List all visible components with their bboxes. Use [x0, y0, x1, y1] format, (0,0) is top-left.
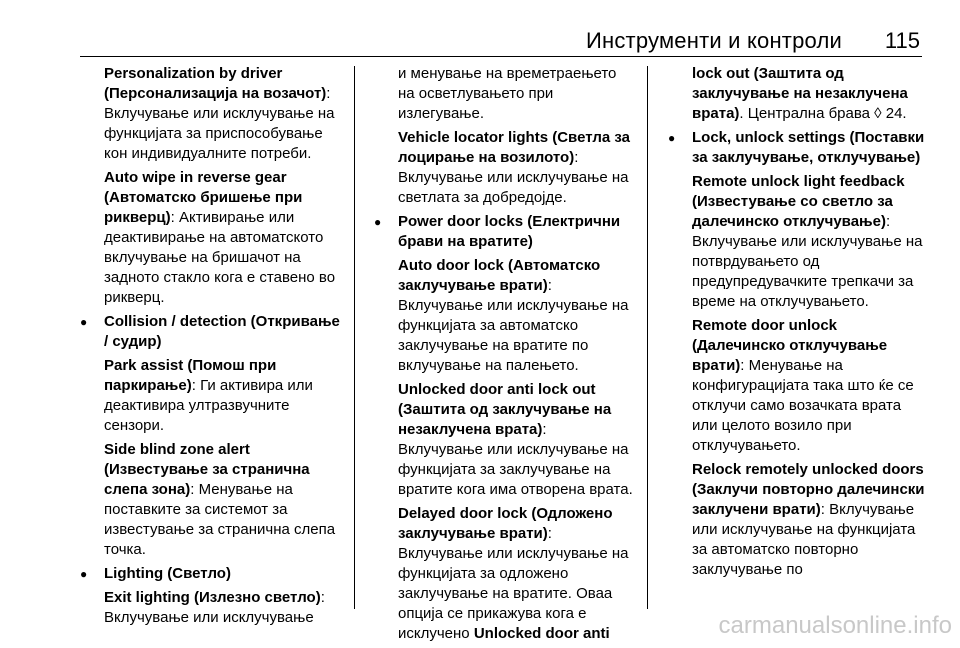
- description: : Вклучување или исклучување на потврдувањето од предупредувачките трепкачи за време на отклучувањето.: [692, 213, 923, 310]
- term: Relock remotely unlocked doors (Заклучи повторно далечински заклучени врати): [692, 461, 925, 518]
- term: Exit lighting (Излезно светло): [104, 589, 321, 606]
- page-title: Инструменти и контроли: [585, 28, 842, 53]
- paragraph: [692, 460, 928, 580]
- column-divider-2: [647, 66, 648, 609]
- term: Lock, unlock settings (Поставки за заклучување, отклучување): [692, 129, 925, 166]
- term: Side blind zone alert (Известување за странична слепа зона): [104, 441, 310, 498]
- term-continued: Unlocked door anti: [473, 625, 610, 642]
- term: Delayed door lock (Одложено заклучување врати): [398, 505, 613, 542]
- term: lock out (Заштита од заклучување на незаклучена врата): [692, 65, 908, 122]
- watermark: carmanualsonline.info: [718, 612, 952, 639]
- term: Unlocked door anti lock out (Заштита од заклучување на незаклучена врата): [398, 381, 612, 438]
- page-header: [0, 0, 960, 60]
- description: : Ги активира или деактивира ултразвучните сензори.: [104, 377, 313, 434]
- term: Remote door unlock (Далечинско отклучување врати): [692, 317, 888, 374]
- paragraph: [692, 172, 928, 312]
- paragraph: [104, 356, 340, 436]
- paragraph: [104, 64, 340, 164]
- paragraph: [104, 168, 340, 308]
- term: Auto wipe in reverse gear (Автоматско бришење при рикверц): [104, 169, 303, 226]
- description: и менување на времетраењето на осветлувањето при излегување.: [398, 65, 617, 122]
- paragraph: [398, 504, 634, 644]
- description: : Менување на конфигурацијата така што ќе се отклучи само возачката врата или целото возило при отклучувањето.: [692, 357, 914, 454]
- description: : Вклучување или исклучување на функцијата за приспособување кон индивидуалните потреби.: [104, 85, 335, 162]
- text-column-1: [104, 64, 340, 632]
- description: : Активирање или деактивирање на автоматското вклучување на бришачот на задното стакло кога е ставено во рикверц.: [104, 209, 336, 306]
- description: : Вклучување или исклучување на функцијата за заклучување на вратите кога има отворена врата.: [398, 421, 633, 498]
- description: : Вклучување или исклучување на функцијата за автоматско повторно заклучување по: [692, 501, 916, 578]
- term: Power door locks (Електрични брави на вратите): [398, 213, 621, 250]
- term: Vehicle locator lights (Светла за лоцирање на возилото): [398, 129, 630, 166]
- description: . Централна брава ◊ 24.: [739, 105, 907, 122]
- description: : Менување на поставките за системот за известување за странична слепа точка.: [104, 481, 336, 558]
- paragraph: [398, 380, 634, 500]
- paragraph: [104, 440, 340, 560]
- bullet-item: [104, 312, 340, 352]
- description: : Вклучување или исклучување: [104, 589, 325, 626]
- description: : Вклучување или исклучување на функцијата за автоматско заклучување на вратите по вклучување на палењето.: [398, 277, 629, 374]
- page-number: 115: [884, 28, 920, 53]
- bullet-item: [398, 212, 634, 252]
- paragraph: [104, 588, 340, 628]
- paragraph: [398, 128, 634, 208]
- term: Lighting (Светло): [104, 565, 231, 582]
- description: : Вклучување или исклучување на функцијата за одложено заклучување на вратите. Оваа опција се прикажува кога е исклучено: [398, 525, 629, 642]
- header-divider: [80, 56, 922, 57]
- paragraph: [398, 256, 634, 376]
- text-column-3: [692, 64, 928, 584]
- description: : Вклучување или исклучување на светлата за добредојде.: [398, 149, 629, 206]
- term: Remote unlock light feedback (Известување со светло за далечинско отклучување): [692, 173, 905, 230]
- paragraph: [398, 64, 634, 124]
- term: Personalization by driver (Персонализација на возачот): [104, 65, 327, 102]
- paragraph: [692, 316, 928, 456]
- text-column-2: [398, 64, 634, 648]
- term: Park assist (Помош при паркирање): [104, 357, 277, 394]
- bullet-item: [104, 564, 340, 584]
- term: Collision / detection (Откривање / судир): [104, 313, 340, 350]
- paragraph: [692, 64, 928, 124]
- term: Auto door lock (Автоматско заклучување врати): [398, 257, 601, 294]
- bullet-item: [692, 128, 928, 168]
- column-divider-1: [354, 66, 355, 609]
